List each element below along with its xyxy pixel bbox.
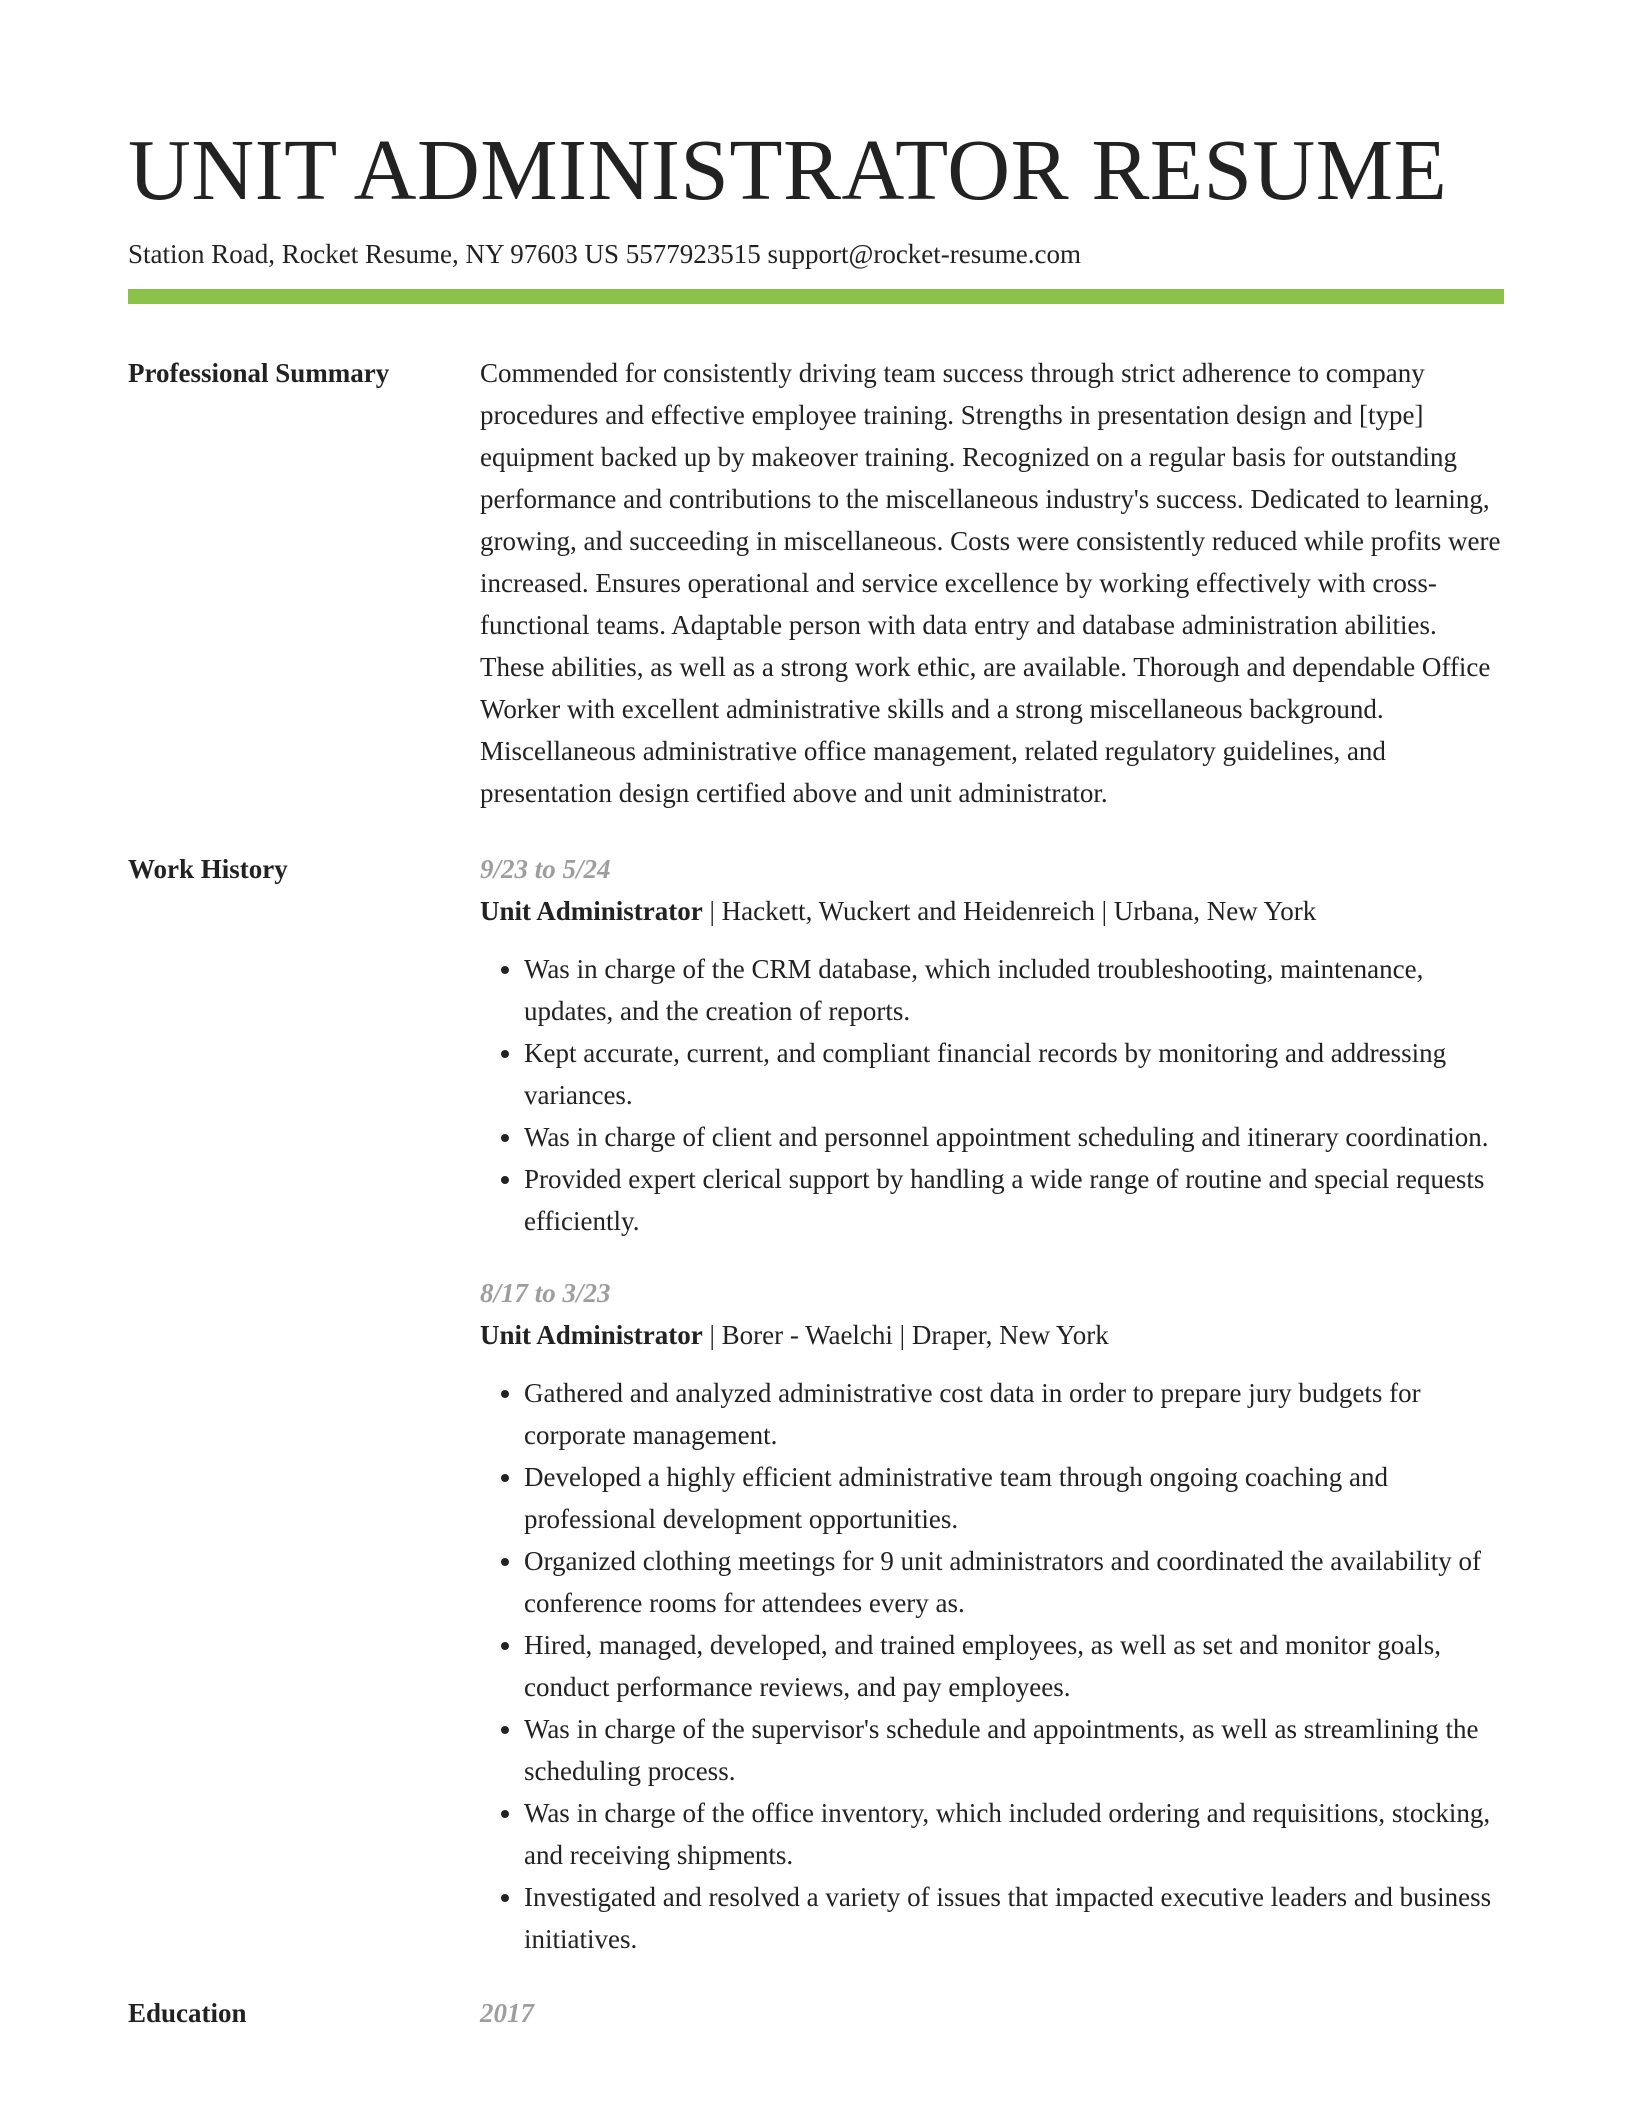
- job-role: Unit Administrator: [480, 1320, 703, 1350]
- education-year: 2017: [480, 1998, 534, 2028]
- job-entry: [480, 1272, 1504, 1960]
- job-bullet-list: [480, 948, 1504, 1242]
- job-employer-location: | Borer - Waelchi | Draper, New York: [702, 1320, 1109, 1350]
- job-role: Unit Administrator: [480, 896, 703, 926]
- job-bullet: • Was in charge of the supervisor's schedule and appointments, as well as streamlining the scheduling process.: [524, 1708, 1504, 1792]
- job-title-line: [480, 1314, 1504, 1356]
- resume-title: UNIT ADMINISTRATOR RESUME: [128, 121, 1448, 218]
- job-bullet: • Investigated and resolved a variety of issues that impacted executive leaders and business initiatives.: [524, 1876, 1504, 1960]
- job-bullet: • Provided expert clerical support by handling a wide range of routine and special requests efficiently.: [524, 1158, 1504, 1242]
- resume-page: [128, 0, 1504, 2034]
- section-body: [480, 352, 1504, 814]
- section-body: [480, 848, 1504, 1960]
- job-bullet: • Developed a highly efficient administrative team through ongoing coaching and professional development opportunities.: [524, 1456, 1504, 1540]
- job-employer-location: | Hackett, Wuckert and Heidenreich | Urbana, New York: [702, 896, 1317, 926]
- job-bullet: • Organized clothing meetings for 9 unit administrators and coordinated the availability of conference rooms for attendees every as.: [524, 1540, 1504, 1624]
- contact-line: Station Road, Rocket Resume, NY 97603 US 5577923515 support@rocket-resume.com: [128, 239, 1081, 269]
- section-label: Education: [128, 1998, 247, 2028]
- work-history-section: [128, 848, 1504, 1960]
- job-bullet: • Gathered and analyzed administrative cost data in order to prepare jury budgets for corporate management.: [524, 1372, 1504, 1456]
- job-bullet: • Was in charge of the CRM database, which included troubleshooting, maintenance, updates, and the creation of reports.: [524, 948, 1504, 1032]
- header-divider: [128, 289, 1504, 304]
- education-section: [128, 1992, 1504, 2034]
- summary-text: Commended for consistently driving team success through strict adherence to company procedures and effective employee training. Strengths in presentation design and [type] equipment backed up by makeover training. Recognized on a regular basis for outstanding performance and contributions to the miscellaneous industry's success. Dedicated to learning, growing, and succeeding in miscellaneous. Costs were consistently reduced while profits were increased. Ensures operational and service excellence by working effectively with cross-functional teams. Adaptable person with data entry and database administration abilities. These abilities, as well as a strong work ethic, are available. Thorough and dependable Office Worker with excellent administrative skills and a strong miscellaneous background. Miscellaneous administrative office management, related regulatory guidelines, and presentation design certified above and unit administrator.: [480, 358, 1501, 808]
- job-bullet: • Was in charge of client and personnel appointment scheduling and itinerary coordination.: [524, 1116, 1504, 1158]
- job-title-line: [480, 890, 1504, 932]
- job-dates: 9/23 to 5/24: [480, 854, 611, 884]
- section-label: Work History: [128, 854, 288, 884]
- section-label: Professional Summary: [128, 358, 390, 388]
- job-bullet: • Kept accurate, current, and compliant financial records by monitoring and addressing variances.: [524, 1032, 1504, 1116]
- job-bullet-list: [480, 1372, 1504, 1960]
- job-entry: [480, 848, 1504, 1242]
- job-bullet: • Was in charge of the office inventory, which included ordering and requisitions, stocking, and receiving shipments.: [524, 1792, 1504, 1876]
- job-bullet: • Hired, managed, developed, and trained employees, as well as set and monitor goals, conduct performance reviews, and pay employees.: [524, 1624, 1504, 1708]
- job-dates: 8/17 to 3/23: [480, 1278, 611, 1308]
- section-body: [480, 1992, 1504, 2034]
- professional-summary-section: [128, 352, 1504, 814]
